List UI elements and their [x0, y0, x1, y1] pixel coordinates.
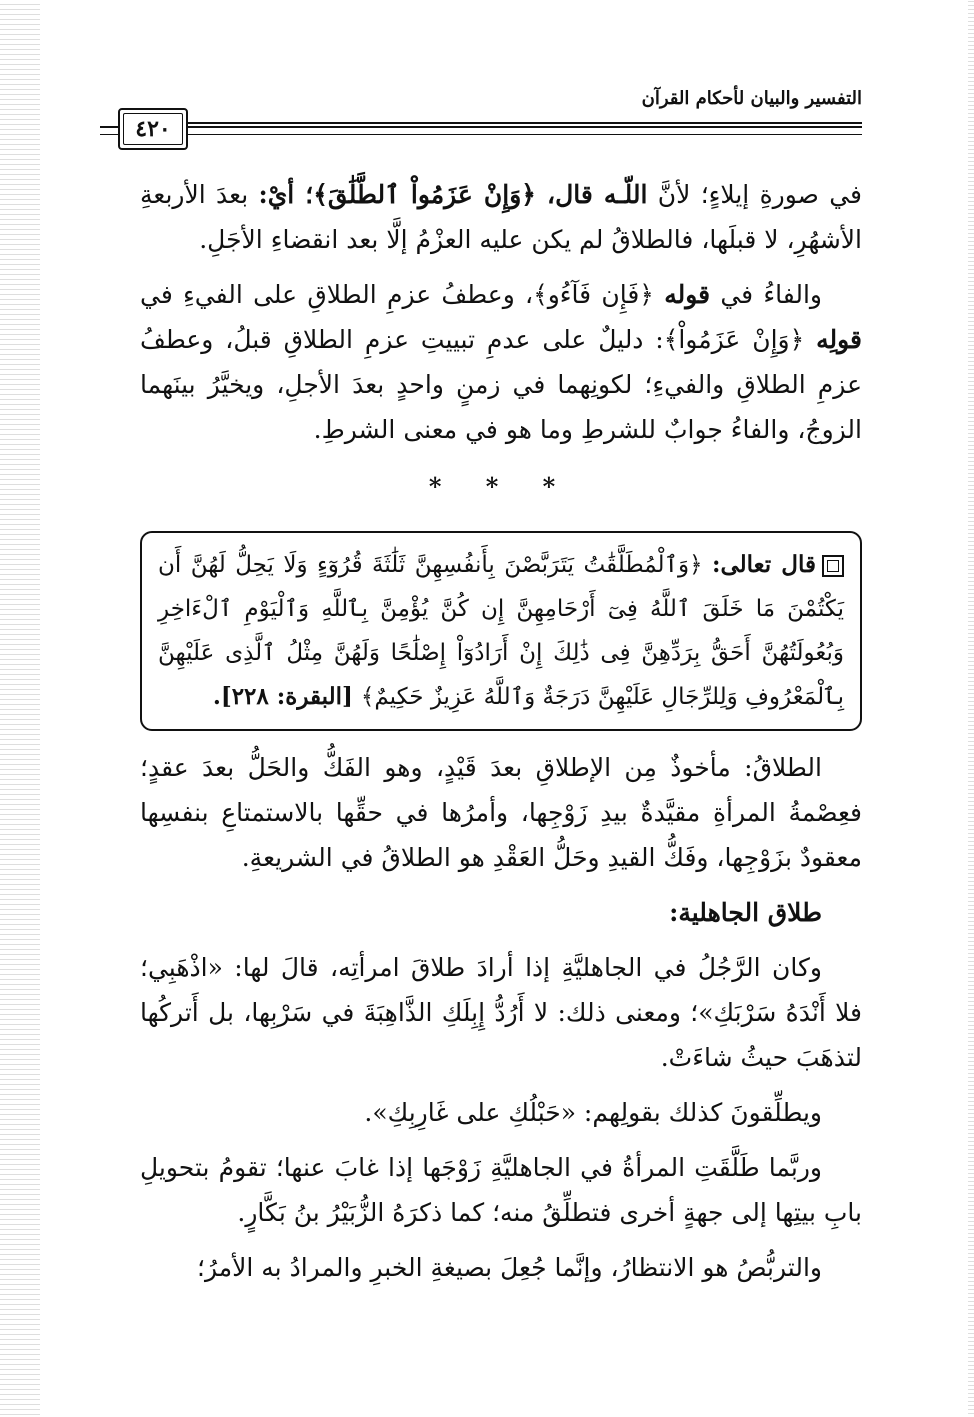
scan-edge-right [968, 0, 974, 1417]
verse-intro: قال تعالى: [711, 551, 816, 578]
verse-box [140, 531, 862, 731]
paragraph-2 [140, 272, 862, 452]
header-rule [118, 122, 862, 124]
verse-ornament-icon [822, 555, 844, 577]
paragraph-3: الطلاقُ: مأخوذٌ مِن الإطلاقِ بعدَ قَيْدٍ، وهو الفَكُّ والحَلُّ بعدَ عقدٍ؛ فعِصْمةُ المرأةِ مقيَّدةٌ بيدِ زَوْجِها، وأمرُها في حقِّها بالاستمتاعِ بنفسِها معقودٌ بزَوْجِها، وفَكُّ القيدِ وحَلُّ العَقْدِ هو الطلاقُ في الشريعةِ. [140, 753, 862, 872]
paragraph-7: والتربُّصُ هو الانتظارُ، وإنَّما جُعِلَ بصيغةِ الخبرِ والمرادُ به الأمرُ؛ [197, 1253, 822, 1282]
page-number-box [118, 108, 188, 150]
paragraph-4: وكان الرَّجُلُ في الجاهليَّةِ إذا أرادَ طلاقَ امرأتِه، قالَ لها: «اذْهَبِي؛ فلا أَنْدَهُ سَرْبَكِ»؛ ومعنى ذلك: لا أَرُدُّ إِبِلَكِ الذَّاهِبَةَ في سَرْبِها، بل أَتركُها لتذهَبَ حيثُ شاءَتْ. [140, 953, 862, 1072]
page-body [140, 172, 862, 1300]
header-rule-left [100, 126, 118, 135]
section-divider-stars: * * * [428, 472, 574, 501]
p1-prefix: في صورةِ إيلاءٍ؛ لأنَّ [647, 180, 862, 209]
page-header [118, 88, 862, 160]
verse-reference: [البقرة: ٢٢٨]. [212, 683, 361, 710]
p2-qawlihi-2: قولِه [816, 325, 862, 354]
p1-verse: ﴿وَإِنْ عَزَمُواْ ٱلطَّلَٰقَ﴾ [313, 180, 548, 209]
p2-a: والفاءُ في [710, 280, 822, 309]
p1-ay: ؛ أيْ: [258, 180, 314, 209]
header-rule-right [188, 126, 862, 135]
paragraph-1 [140, 172, 862, 262]
section-title: طلاق الجاهلية: [669, 898, 822, 927]
p2-qawlihi-1: قوله [664, 280, 711, 309]
p2-b: ﴿فَإِن فَآءُو﴾، وعطفُ عزمِ الطلاقِ على الفيءِ في [140, 280, 665, 309]
page-number: ٤٢٠ [135, 116, 171, 142]
p1-allah: اللّـه قال، [547, 180, 648, 209]
paragraph-6: وربَّما طَلَّقَتِ المرأةُ في الجاهليَّةِ زَوْجَها إذا غابَ عنها؛ تقومُ بتحويلِ بابِ بيتِها إلى جهةٍ أخرى فتطلِّقُ منه؛ كما ذكرَهُ الزُّبَيْرُ بنُ بَكَّارٍ. [140, 1153, 862, 1227]
scan-edge-left [0, 0, 40, 1417]
verse-text: ﴿وَٱلْمُطَلَّقَٰتُ يَتَرَبَّصْنَ بِأَنفُسِهِنَّ ثَلَٰثَةَ قُرُوٓءٍ وَلَا يَحِلُّ لَهُنَّ أَن يَكْتُمْنَ مَا خَلَقَ ٱللَّهُ فِىٓ أَرْحَامِهِنَّ إِن كُنَّ يُؤْمِنَّ بِٱللَّهِ وَٱلْيَوْمِ ٱلْءَاخِرِ وَبُعُولَتُهُنَّ أَحَقُّ بِرَدِّهِنَّ فِى ذَٰلِكَ إِنْ أَرَادُوٓاْ إِصْلَٰحًا وَلَهُنَّ مِثْلُ ٱلَّذِى عَلَيْهِنَّ بِٱلْمَعْرُوفِ وَلِلرِّجَالِ عَلَيْهِنَّ دَرَجَةٌ وَٱللَّهُ عَزِيزٌ حَكِيمٌ﴾ [158, 552, 844, 710]
p1-rest: بعدَ الأربعةِ الأشهُرِ، لا قبلَها، فالطلاقُ لم يكن عليه العزْمُ إلَّا بعد انقضاءِ الأجَلِ. [140, 180, 862, 254]
paragraph-5: ويطلِّقونَ كذلك بقولِهم: «حَبْلُكِ على غَارِبِكِ». [364, 1098, 822, 1127]
running-title: التفسير والبيان لأحكام القرآن [641, 88, 862, 109]
p2-c: ﴿وَإِنْ عَزَمُواْ﴾: دليلٌ على عدمِ تبييتِ عزمِ الطلاقِ قبلُ، وعطفُ عزمِ الطلاقِ والفيءِ؛ لكونِهما في زمنٍ واحدٍ بعدَ الأجلِ، ويخيَّرُ بينَهما الزوجُ، والفاءُ جوابٌ للشرطِ وما هو في معنى الشرطِ. [140, 325, 862, 444]
